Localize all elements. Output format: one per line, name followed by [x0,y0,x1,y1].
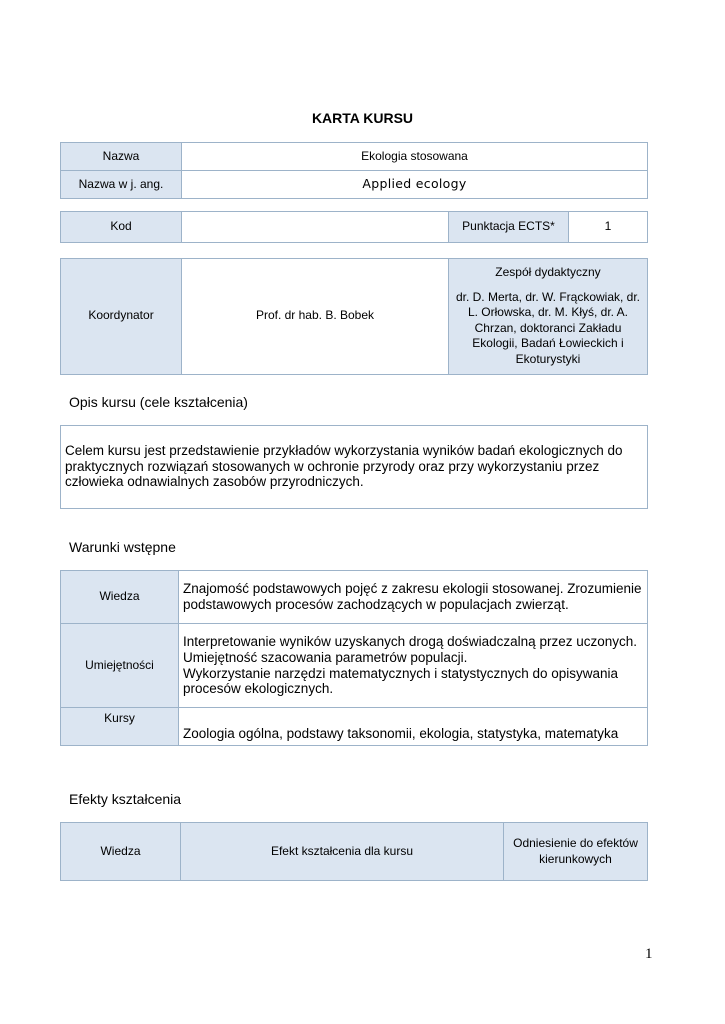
outcomes-col-reference: Odniesienie do efektów kierunkowych [504,823,648,881]
skills-line-3: Wykorzystanie narzędzi matematycznych i statystycznych do opisywania procesów ekologicznych. [183,665,619,697]
knowledge-label: Wiedza [61,571,179,624]
description-text: Celem kursu jest przedstawienie przykładów wykorzystania wyników badań ekologicznych do praktycznych rozwiązań stosowanych w ochronie przyrody oraz przy wykorzystaniu przez człowieka odnawialnych zasobów przyrodniczych. [65,443,623,490]
coordinator-label: Koordynator [61,259,182,375]
courses-text: Zoologia ogólna, podstawy taksonomii, ekologia, statystyka, matematyka [179,708,648,746]
teaching-team-cell [449,259,648,375]
description-box [60,425,648,509]
outcomes-table [60,822,648,881]
description-heading: Opis kursu (cele kształcenia) [69,394,248,410]
outcomes-col-effect: Efekt kształcenia dla kursu [181,823,504,881]
page-number: 1 [645,946,653,962]
knowledge-text: Znajomość podstawowych pojęć z zakresu ekologii stosowanej. Zrozumienie podstawowych procesów zachodzących w populacjach zwierząt. [179,571,648,624]
prerequisites-heading: Warunki wstępne [69,539,176,555]
code-label: Kod [61,212,182,243]
ects-value: 1 [569,212,648,243]
course-name-table [60,142,648,199]
ects-label: Punktacja ECTS* [449,212,569,243]
team-value: dr. D. Merta, dr. W. Frąckowiak, dr. L. Orłowska, dr. M. Kłyś, dr. A. Chrzan, doktoranci Zakładu Ekologii, Badań Łowieckich i Ekoturystyki [455,289,641,366]
courses-label: Kursy [61,708,179,746]
name-en-label: Nazwa w j. ang. [61,171,182,199]
staff-table [60,258,648,375]
name-value: Ekologia stosowana [182,143,648,171]
code-table [60,211,648,243]
team-label: Zespół dydaktyczny [495,265,601,279]
name-en-value: Applied ecology [182,171,648,199]
code-value [182,212,449,243]
page-title: KARTA KURSU [311,110,414,126]
coordinator-value: Prof. dr hab. B. Bobek [182,259,449,375]
name-label: Nazwa [61,143,182,171]
outcomes-col-knowledge: Wiedza [61,823,181,881]
skills-label: Umiejętności [61,624,179,708]
prerequisites-table [60,570,648,746]
skills-line-2: Umiejętność szacowania parametrów populacji. [183,649,468,665]
skills-cell [179,624,648,708]
outcomes-heading: Efekty kształcenia [69,791,182,807]
skills-line-1: Interpretowanie wyników uzyskanych drogą doświadczalną przez uczonych. [183,634,637,650]
